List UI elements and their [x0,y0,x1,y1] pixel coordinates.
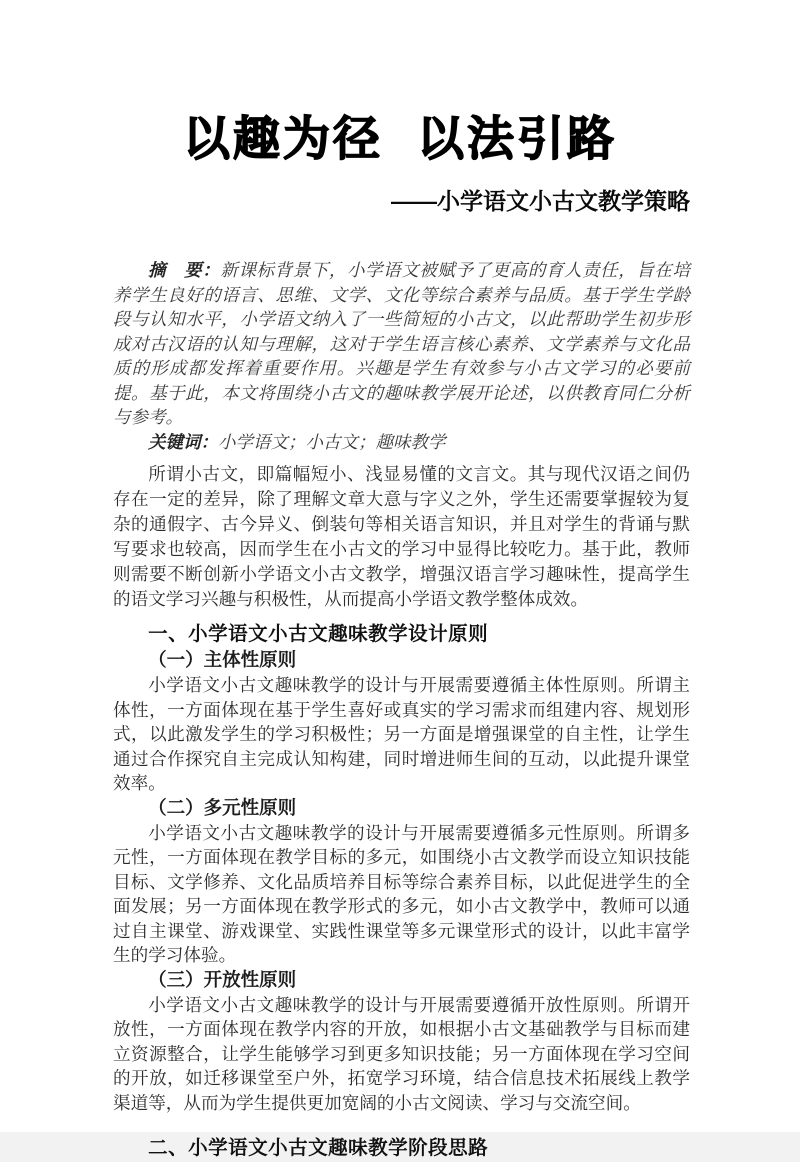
intro-paragraph: 所谓小古文，即篇幅短小、浅显易懂的文言文。其与现代汉语之间仍存在一定的差异，除了理解文章大意与字义之外，学生还需要掌握较为复杂的通假字、古今异义、倒装句等相关语言知识，并且对学生的背诵与默写要求也较高，因而学生在小古文的学习中显得比较吃力。基于此，教师则需要不断创新小学语文小古文教学，增强汉语言学习趣味性，提高学生的语文学习兴趣与积极性，从而提高小学语文教学整体成效。 [113,464,690,609]
keywords-label: 关键词： [148,431,218,452]
abstract-paragraph [113,258,690,430]
abstract-label: 摘 要： [148,260,221,280]
subsection-1-1-heading: （一）主体性原则 [148,651,297,672]
subsection-1-2-heading: （二）多元性原则 [148,798,297,819]
subsection-1-1-paragraph: 小学语文小古文趣味教学的设计与开展需要遵循主体性原则。所谓主体性，一方面体现在基于学生喜好或真实的学习需求而组建内容、规划形式，以此激发学生的学习积极性；另一方面是增强课堂的自主性，让学生通过合作探究自主完成认知构建，同时增进师生间的互动，以此提升课堂效率。 [113,675,690,794]
page-subtitle: ——小学语文小古文教学策略 [391,188,690,214]
page-title: 以趣为径 以法引路 [182,112,618,165]
keywords-line [113,430,690,455]
subsection-1-3-heading: （三）开放性原则 [148,970,297,991]
abstract-text: 新课标背景下，小学语文被赋予了更高的育人责任，旨在培养学生良好的语言、思维、文学、文化等综合素养与品质。基于学生学龄段与认知水平，小学语文纳入了一些简短的小古文，以此帮助学生初步形成对古汉语的认知与理解，这对于学生语言核心素养、文学素养与文化品质的形成都发挥着重要作用。兴趣是学生有效参与小古文学习的必要前提。基于此，本文将围绕小古文的趣味教学展开论述，以供教育同仁分析与参考。 [113,260,691,427]
keywords-text: 小学语文；小古文；趣味教学 [218,431,446,452]
section-2-heading: 二、小学语文小古文趣味教学阶段思路 [148,1138,489,1160]
section-1-heading: 一、小学语文小古文趣味教学设计原则 [148,624,489,646]
subsection-1-3-paragraph: 小学语文小古文趣味教学的设计与开展需要遵循开放性原则。所谓开放性，一方面体现在教学内容的开放，如根据小古文基础教学与目标而建立资源整合，让学生能够学习到更多知识技能；另一方面体现在学习空间的开放，如迁移课堂至户外，拓宽学习环境，结合信息技术拓展线上教学渠道等，从而为学生提供更加宽阔的小古文阅读、学习与交流空间。 [113,994,690,1113]
subsection-1-2-paragraph: 小学语文小古文趣味教学的设计与开展需要遵循多元性原则。所谓多元性，一方面体现在教学目标的多元，如围绕小古文教学而设立知识技能目标、文学修养、文化品质培养目标等综合素养目标，以此促进学生的全面发展；另一方面体现在教学形式的多元，如小古文教学中，教师可以通过自主课堂、游戏课堂、实践性课堂等多元课堂形式的设计，以此丰富学生的学习体验。 [113,822,690,966]
document-body [113,258,690,1162]
